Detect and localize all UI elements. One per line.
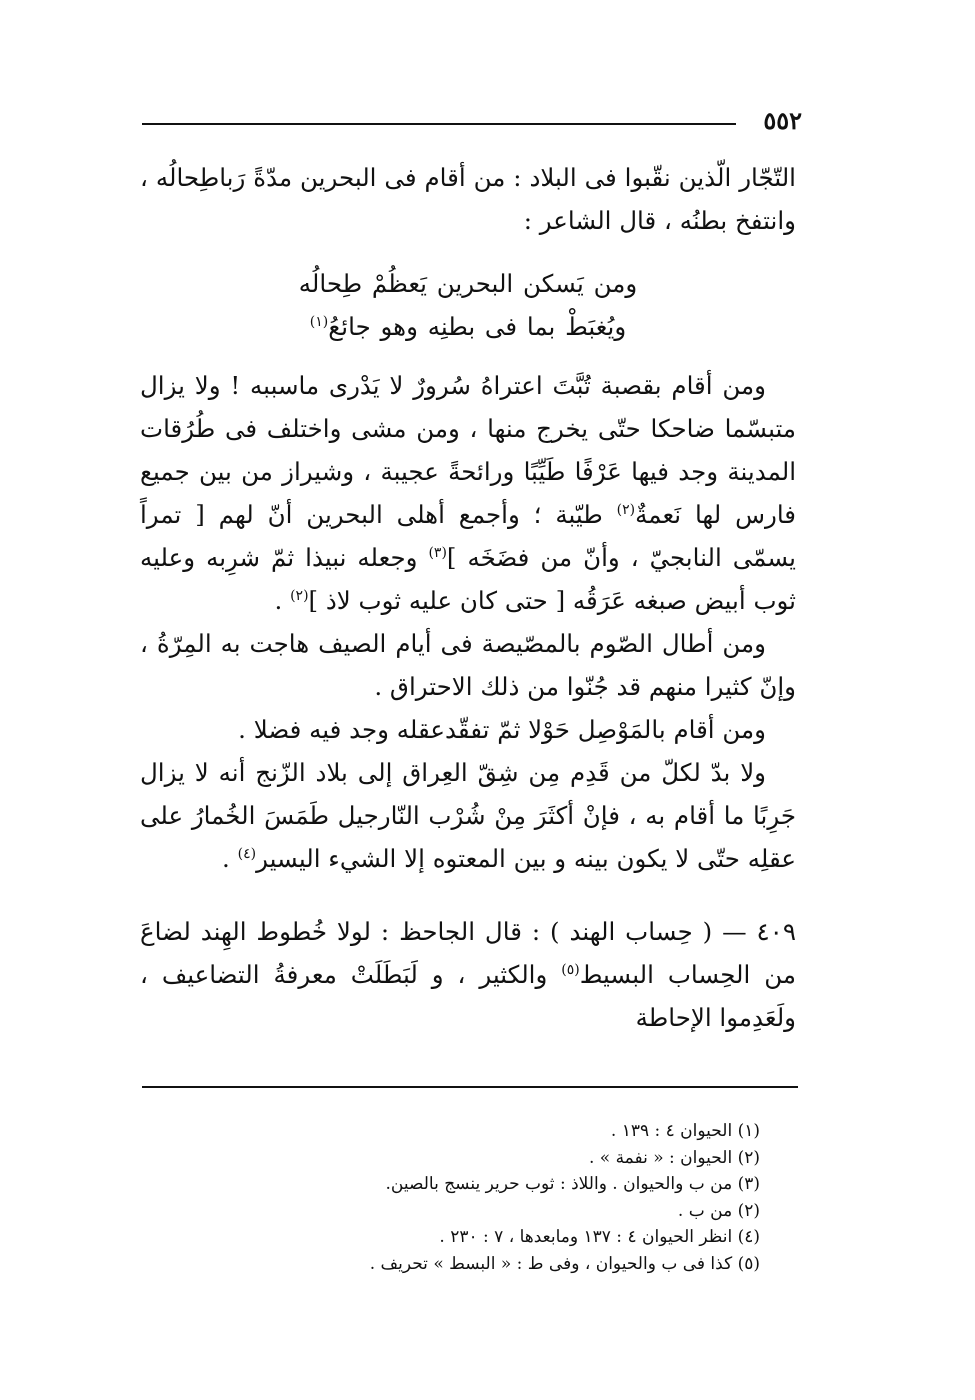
- paragraph-5-text: ولا بدّ لكلّ من قَدِم مِن شِقّ العِراق إلى بلاد الزّنج أنه لا يزال جَرِبًا ما أقام به ، فإنْ أكثَرَ مِنْ شُرْب النّارجيل طَمَسَ الخُمارُ على عقلِه حتّى لا يكون بينه و بين المعتوه إلا الشيء اليسير: [140, 758, 796, 873]
- paragraph-2: [140, 364, 796, 622]
- paragraph-5-end: .: [222, 844, 230, 873]
- paragraph-4: ومن أقام بالمَوْصِل حَوْلا ثمّ تفقّدعقله وجد فيه فضلا .: [238, 715, 766, 744]
- paragraph-2-part-2: طيّبة ؛ وأجمع أهلى البحرين أنّ لهم [ تمراً يسمّى النابجيّ ، وأنّ من فضَخَه ]: [140, 500, 796, 572]
- header-rule: [142, 123, 736, 125]
- paragraph-6-text: ٤٠٩ — ( حِساب الهند ) : قال الجاحظ : لولا خُطوط الهِند لضاعَ من الحِساب البسيط: [140, 917, 796, 989]
- footnote-2: (٢) الحيوان : « نفمة » .: [588, 1147, 760, 1168]
- paragraph-2-end: .: [274, 586, 283, 615]
- footnote-3b: (٢) من ب .: [677, 1200, 760, 1221]
- footnote-ref-2: (٢): [616, 501, 636, 518]
- paragraph-6-continuation: والكثير ، و لَبَطَلَتْ معرفةُ التضاعيف ، ولَعَدِموا الإحاطة: [140, 960, 796, 1032]
- footnote-4: (٤) انظر الحيوان ٤ : ١٣٧ ومابعدها ، ٧ : ٢٣٠ .: [439, 1227, 760, 1247]
- paragraph-1: التّجّار الّذين نقّبوا فى البلاد : من أقام فى البحرين مدّةً رَباطِحالُه ، وانتفخ بطنُه ، قال الشاعر :: [140, 163, 796, 235]
- footnote-ref-3: (٣): [428, 544, 447, 561]
- footnote-rule: [142, 1086, 798, 1088]
- paragraph-3: ومن أطال الصّوم بالمصّيصة فى أيام الصيف هاجت به المِرّةُ ، وإنّ كثيرا منهم قد جُنّوا من ذلك الاحتراق .: [140, 629, 796, 701]
- paragraph-6: [140, 910, 796, 1039]
- paragraph-2-part-1: ومن أقام بقصبة تُبَّتَ اعتراهُ سُرورٌ لا يَدْرى ماسببه ! ولا يزال متبسّما ضاحكا حتّى يخرج منها ، ومن مشى واختلف فى طُرُقات المدينة وجد فيها عَرْفًا طَيِّبًا ورائحةً عجيبة ، وشيراز من بين جميع فارس لها نَعمةٌ: [140, 371, 796, 529]
- page-number: ٥٥٢: [763, 106, 802, 135]
- footnote-ref-3b: (٢): [290, 587, 309, 604]
- footnote-5: (٥) كذا فى ب والحيوان ، وفى ط : « البسط » تحريف .: [369, 1253, 760, 1274]
- footnote-ref-1: (١): [309, 313, 329, 330]
- footnote-ref-5: (٥): [561, 961, 580, 978]
- footnotes: [240, 1118, 760, 1277]
- section-gap: [140, 880, 796, 910]
- footnote-ref-4: (٤): [237, 845, 257, 862]
- paragraph-2-part-3: وجعله نبيذا ثمّ شرِبه وعليه ثوب أبيض صبغه عَرَقُه [ حتى كان عليه ثوب لاذ ]: [140, 543, 796, 615]
- verse-hemistich-2-text: ويُغبَطْ بما فى بطنِه وهو جائعُ: [328, 312, 627, 341]
- paragraph-5: [140, 751, 796, 880]
- verse-hemistich-1: ومن يَسكن البحرين يَعظُمْ طِحالُه: [298, 269, 638, 298]
- poem-verse: [140, 262, 796, 348]
- footnote-3: (٣) من ب والحيوان . واللاذ : ثوب حرير ينسج بالصين.: [385, 1174, 760, 1194]
- verse-hemistich-2: [310, 305, 626, 348]
- main-text: [140, 156, 796, 1039]
- footnote-1: (١) الحيوان ٤ : ١٣٩ .: [610, 1121, 760, 1141]
